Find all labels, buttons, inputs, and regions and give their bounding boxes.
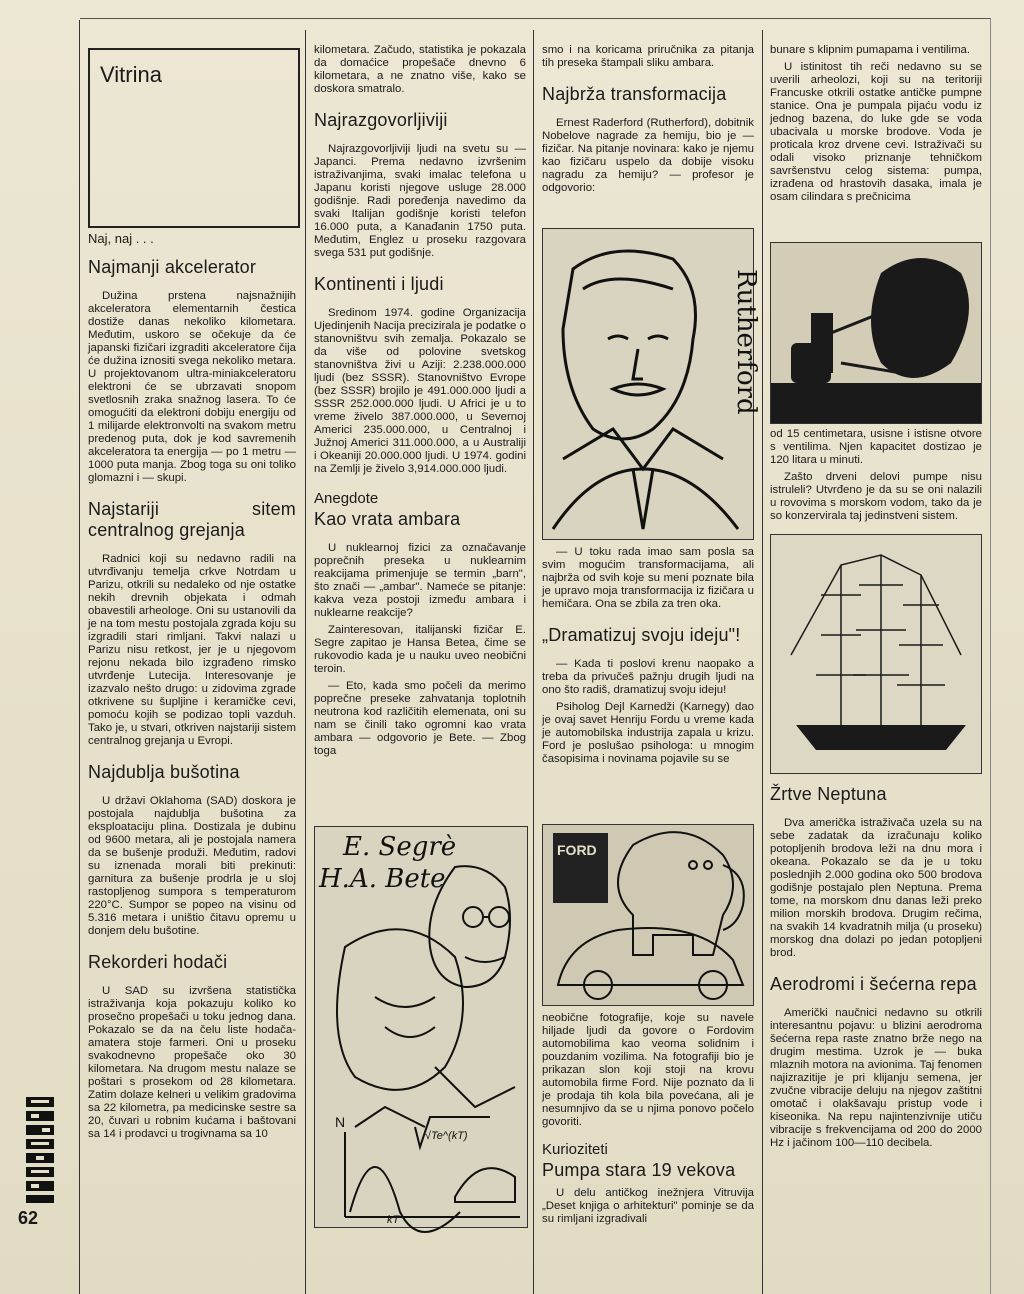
article-text: U istinitost tih reči nedavno su se uverili arheolozi, koji su na teritoriji Francuske otkrili ostatke antičke pumpne stanice. Ona je pumpala pijaću vodu iz jednog bazena, do luke gde se voda ubacivala u morske brodove. Voda je proticala kroz drvene cevi. Istraživači su odali visoko priznanje tehničkom savršenstvu celog sistema: pumpa, izrađena od hrastovih dasaka, imala je osam cilindara s prečnicima	[770, 61, 982, 203]
magazine-logo	[22, 1095, 58, 1205]
article-text: — Kada ti poslovi krenu naopako a treba da privučeš pažnju drugih ljudi na ono što radiš, dramatizuj svoju ideju!	[542, 658, 754, 696]
column-divider	[762, 30, 763, 1294]
article-text: Dužina prstena najsnažnijih akceleratora elementarnih čestica dostiže danas nekoliko kilometara. Međutim, uskoro se očekuje da će japanski fizičari izgraditi akceleratore čija će dužina iznositi svega nekoliko metara. U projektovanom ultra-miniakceleratoru elektroni će se ubrzavati snopom svetlosnih zraka snažnog lasera. To će omogućiti da elektroni dobiju energiju od 1 milijarde elektronvolti na svakom metru predenog puta, dok je kod savremenih akceleratora ta energija — po 1 metru — 1000 puta manja. Zbog toga su oni toliko glomazni i — skupi.	[88, 290, 296, 484]
rutherford-portrait	[542, 228, 761, 540]
article-text: Radnici koji su nedavno radili na utvrđivanju temelja crkve Notrdam u Parizu, otkrili su nedaleko od nje ostatke nekih drevnih objekata i odmah obavestili arheologe. Oni su ustanovili da je na tom mestu postojala zgrada koju su izgradili stari rimljani. Takvi nalazi u Parizu nisu retkost, jer je u njegovom rejonu nekada bilo izgrađeno rimsko utvrđenje Lutecija. Interesovanje je izazvalo nešto drugo: u zidovima zgrade otkrivene su šupljine i keramičke cevi, pomoću kojih se podizao topli vazduh. Tako je, u stvari, otkriven najstariji sistem centralnog grejanja u Evropi.	[88, 553, 296, 747]
page-edge	[990, 18, 991, 1294]
article-text: U državi Oklahoma (SAD) doskora je postojala najdublja bušotina za eksploataciju plina. Dostizala je dubinu od 9600 metara, ali je postojala namera da se bušenje produži. Međutim, radovi su iznenada morali biti prekinuti: garnitura za bušenje prodrla je u sloj rastopljenog sumpora s temperaturom 220°C. Sumpor se popeo na visinu od 5.316 metara i uništio čitavu opremu u donjem delu bušotine.	[88, 795, 296, 937]
article-heading: Najdublja bušotina	[88, 762, 240, 782]
column-divider	[79, 20, 80, 1294]
article-heading: Najmanji akcelerator	[88, 257, 257, 277]
column-3	[542, 44, 754, 199]
article-text: Američki naučnici nedavno su otkrili interesantnu pojavu: u blizini aerodroma šećerna repa raste znatno brže nego na drugim mestima. Uzrok je — buka mlaznih motora na avionima. Taj fenomen najizrazitije je pri klijanju semena, jer zvučne vibracije deluju na njegov zaštitni omotač i olakšavaju pristup vode i kiseonika. Na repu najintenzivnije utiču vibracije s frekvencijama od 200 do 2000 Hz i jačinom 100—110 decibela.	[770, 1007, 982, 1149]
segre-bete-cartoon	[314, 826, 528, 1228]
article-text: neobične fotografije, koje su navele hiljade ljudi da govore o Fordovim automobilima kao veoma solidnim i pouzdanim vozilima. Na fotografiji bio je prikazan slon koji stoji na krovu automobila firme Ford. Nije poznato da li je prodaja tih kola bila povećana, ali je nesumnjivo da se u njima ponovo počelo govoriti.	[542, 1012, 754, 1128]
article-text: U delu antičkog inežnjera Vitruvija „Deset knjiga o arhitekturi" pominje se da su rimljani izgradivali	[542, 1187, 754, 1225]
article-heading: Kontinenti i ljudi	[314, 274, 444, 294]
article-text: — U toku rada imao sam posla sa svim mogućim transformacijama, ali najbrža od svih koje su meni poznate bila je upravo moja transformacija iz fizičara u hemičara. Ona se zbila za tren oka.	[542, 546, 754, 610]
section-kicker: Kurioziteti	[542, 1141, 608, 1158]
section-subtitle: Naj, naj . . .	[88, 231, 154, 246]
column-divider	[533, 30, 534, 1294]
column-4-mid	[770, 428, 982, 527]
article-heading: Kao vrata ambara	[314, 509, 461, 529]
article-heading: Najrazgovorljiviji	[314, 110, 448, 130]
article-text: Najrazgovorljiviji ljudi na svetu su — Japanci. Prema nedavno izvršenim istraživanjima, svaki imalac telefona u Japanu koristi njegove usluge 28.000 godišnje. Radi poređenja navedimo da svaki Italijan godišnje koristi telefon 16.000 puta, a Kanađanin 1750 puta. Međutim, Englez u proseku razgovara svega 531 put godišnje.	[314, 143, 526, 259]
article-text: bunare s klipnim pumapama i ventilima.	[770, 44, 971, 56]
column-divider	[305, 30, 306, 1294]
article-text: kilometara. Začudo, statistika je pokazala da domaćice propešače dnevno 6 kilometara, a ne znatno više, kako se doskora smatralo.	[314, 44, 526, 95]
antique-pump-illustration	[770, 242, 982, 424]
article-text: Dva američka istraživača uzela su na sebe zadatak da izračunaju koliko potopljenih brodova leži na dnu mora i okeana. Pokazalo se da je u toku poslednjih 2.000 godina oko 500 brodova godišnje postajalo plen Neptuna. Prema tome, na morskom dnu danas leži preko milion morskih brodova. Drugim rečima, na svakih 14 kvadratnih milja (u proseku) morskog dna dolazi po jedan potopljeni brod.	[770, 817, 982, 959]
portrait-label: Rutherford	[731, 269, 761, 415]
article-text: Zainteresovan, italijanski fizičar E. Segre zapitao je Hansa Betea, čime se rukovodio kada je u nauku uveo neobični teroin.	[314, 624, 526, 675]
article-text: U nuklearnoj fizici za označavanje poprečnih preseka u nuklearnim reakcijama primenjuje se termin „barn", što znači — „ambar". Nameće se pitanje: kakva veza postoji između ambara i nuklearne reakcije?	[314, 542, 526, 619]
article-text: Zašto drveni delovi pumpe nisu istruleli? Utvrđeno je da su se oni nalazili u rovovima s morskom vodom, tako da je so konzervirala taj jedinstveni sistem.	[770, 471, 982, 522]
article-text: od 15 centimetara, usisne i istisne otvore s ventilima. Njen kapacitet dostizao je 120 litara u minuti.	[770, 428, 982, 466]
signature-segre: E. Segrè	[343, 832, 457, 862]
article-text: Sredinom 1974. godine Organizacija Ujedinjenih Nacija precizirala je podatke o stanovništvu svih zemalja. Pokazalo se da više od polovine svetskog stanovništva živi u Aziji: 2.238.000.000 ljudi (bez SSSR). Stanovništvo Evrope (bez SSSR) brojilo je 491.000.000 ljudi a SSSR 252.000.000 ljudi. U Africi je u to vreme živelo 387.000.000, u Severnoj Americi 235.000.000, u Centralnoj i Južnoj Americi 311.000.000, a u Australiji i Okeaniji 20.000.000 ljudi. U 1974. godini na Zemlji je živelo 3,914.000.000 ljudi.	[314, 307, 526, 475]
article-heading: Žrtve Neptuna	[770, 784, 887, 804]
article-heading: Najbrža transformacija	[542, 84, 727, 104]
column-3-lower	[542, 546, 754, 770]
article-text: — Eto, kada smo počeli da merimo poprečne preseke zahvatanja toplotnih neutrona kod različitih elemenata, oni su nam se činili tako ogromni kao vrata ambara — odgovorio je Bete. — Zbog toga	[314, 680, 526, 757]
column-4-lower	[770, 784, 982, 1154]
article-text: Psiholog Dejl Karnedži (Karnegy) dao je ovaj savet Henriju Fordu u vreme kada je automobilska industrija zapala u krizu. Ford je poslušao psihologa: u mnogim časopisima i novinama pojavile su se	[542, 701, 754, 765]
column-3-bottom	[542, 1012, 754, 1230]
article-heading: Najstariji sitem centralnog grejanja	[88, 499, 296, 540]
svg-text:√Te^(kT): √Te^(kT)	[425, 1130, 468, 1142]
article-heading: Rekorderi hodači	[88, 952, 228, 972]
svg-text:N: N	[335, 1114, 346, 1130]
page-number: 62	[18, 1208, 39, 1228]
section-title: Vitrina	[100, 62, 162, 87]
article-heading: Pumpa stara 19 vekova	[542, 1160, 736, 1180]
signature-bete: H.A. Bete	[319, 864, 446, 894]
article-text: U SAD su izvršena statistička istraživanja koja pokazuju koliko ko prosečno propešači u toku jednog dana. Pokazalo se da na čelu liste hodača-amatera stoje farmeri. Oni u proseku svakodnevno propešače oko 30 kilometara. Na drugom mestu nalaze se poštari s prosekom od 28 kilometara. Zatim dolaze kelneri u velikim gradovima sa 22 kilometra, pa medicinske sestre sa 20, čuvari u robnim kućama i baštovani sa 14 i prodavci u trogivnama sa 10	[88, 985, 296, 1140]
svg-text:kT: kT	[387, 1214, 400, 1226]
article-text: Ernest Raderford (Rutherford), dobitnik Nobelove nagrade za hemiju, bio je — fizičar. Na pitanje novinara: kako je njemu kao fizičaru uspelo da dobije visoku nagradu za hemiju? — profesor je odgovorio:	[542, 117, 754, 194]
sailing-ship-illustration	[770, 534, 982, 774]
top-rule	[80, 18, 990, 19]
column-1	[88, 232, 296, 1145]
section-kicker: Anegdote	[314, 490, 379, 507]
article-heading: „Dramatizuj svoju ideju"!	[542, 625, 741, 645]
column-2	[314, 44, 526, 762]
ford-sign: FORD	[557, 842, 597, 858]
article-text: smo i na koricama priručnika za pitanja tih preseka štampali sliku ambara.	[542, 44, 754, 69]
vitrina-box	[88, 48, 300, 228]
article-heading: Aerodromi i šećerna repa	[770, 974, 977, 994]
column-4	[770, 44, 982, 208]
ford-elephant-photo	[542, 824, 754, 1006]
